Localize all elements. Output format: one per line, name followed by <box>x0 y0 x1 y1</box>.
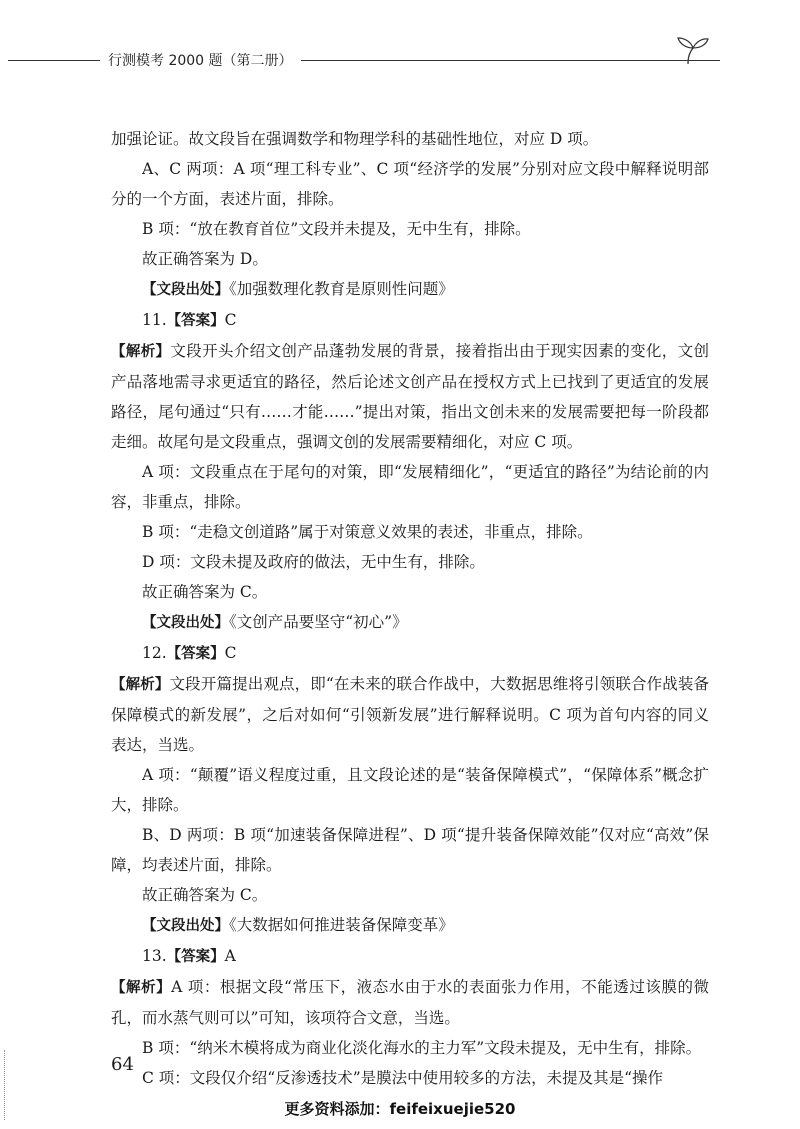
paragraph-text: A 项：根据文段“常压下，液态水由于水的表面张力作用，不能透过该膜的微孔，而水蒸气则可以”可知，该项符合文意，当选。 <box>111 978 709 1027</box>
paragraph <box>111 1033 709 1063</box>
section-tag: 【解析】 <box>111 980 172 996</box>
section-tag: 【答案】 <box>166 313 225 329</box>
paragraph <box>111 305 709 336</box>
section-tag: 【答案】 <box>166 949 225 965</box>
paragraph <box>111 972 709 1033</box>
paragraph <box>111 577 709 607</box>
question-number: 12. <box>142 644 167 662</box>
paragraph-text: B 项：“放在教育首位”文段并未提及，无中生有，排除。 <box>142 220 531 238</box>
page-content <box>111 124 709 1093</box>
paragraph-text: C <box>224 311 237 329</box>
watermark-text: 更多资料添加：feifeixuejie520 <box>284 1100 516 1118</box>
paragraph-text: B 项：“走稳文创道路”属于对策意义效果的表述，非重点，排除。 <box>142 523 593 541</box>
paragraph <box>111 214 709 244</box>
paragraph-text: 文段开篇提出观点，即“在未来的联合作战中，大数据思维将引领联合作战装备保障模式的新发展”，之后对如何“引领新发展”进行解释说明。C 项为首句内容的同义表达，当选。 <box>111 675 710 754</box>
paragraph <box>111 547 709 577</box>
header-rule-left <box>8 60 100 61</box>
section-tag: 【解析】 <box>111 344 171 360</box>
paragraph <box>111 457 709 517</box>
paragraph <box>111 607 709 638</box>
paragraph <box>111 880 709 910</box>
paragraph-text: A 项：“颠覆”语义程度过重，且文段论述的是“装备保障模式”，“保障体系”概念扩大，排除。 <box>111 766 709 814</box>
paragraph <box>111 336 709 457</box>
section-tag: 【解析】 <box>111 677 170 693</box>
question-number: 11. <box>142 311 167 329</box>
paragraph <box>111 941 709 972</box>
sprout-icon <box>676 34 710 68</box>
paragraph-text: A <box>224 947 236 965</box>
section-tag: 【文段出处】 <box>142 615 229 631</box>
paragraph <box>111 244 709 274</box>
paragraph-text: B、D 两项：B 项“加速装备保障进程”、D 项“提升装备保障效能”仅对应“高效”保障，均表述片面，排除。 <box>111 826 709 874</box>
paragraph-text: D 项：文段未提及政府的做法，无中生有，排除。 <box>142 553 485 571</box>
paragraph <box>111 910 709 941</box>
paragraph <box>111 124 709 154</box>
paragraph <box>111 274 709 305</box>
paragraph-text: C <box>224 644 237 662</box>
paragraph-text: 文段开头介绍文创产品蓬勃发展的背景，接着指出由于现实因素的变化，文创产品落地需寻求更适宜的路径，然后论述文创产品在授权方式上已找到了更适宜的发展路径，尾句通过“只有……才能……”提出对策，指出文创未来的发展需要把每一阶段都走细。故尾句是文段重点，强调文创的发展需要精细化，对应 C 项。 <box>111 342 709 451</box>
paragraph-text: 故正确答案为 D。 <box>142 250 268 268</box>
paragraph <box>111 760 709 820</box>
paragraph <box>111 517 709 547</box>
paragraph-text: 《加强数理化教育是原则性问题》 <box>229 280 454 298</box>
paragraph-text: C 项：文段仅介绍“反渗透技术”是膜法中使用较多的方法，未提及其是“操作 <box>142 1069 664 1087</box>
paragraph-text: 故正确答案为 C。 <box>142 886 268 904</box>
question-number: 13. <box>142 947 167 965</box>
paragraph-text: A 项：文段重点在于尾句的对策，即“发展精细化”，“更适宜的路径”为结论前的内容，非重点，排除。 <box>111 463 709 511</box>
section-tag: 【文段出处】 <box>142 918 229 934</box>
section-tag: 【文段出处】 <box>142 282 229 298</box>
paragraph-text: B 项：“纳米木模将成为商业化淡化海水的主力军”文段未提及，无中生有，排除。 <box>142 1039 702 1057</box>
section-tag: 【答案】 <box>166 646 225 662</box>
paragraph-text: 《文创产品要坚守“初心”》 <box>229 613 408 631</box>
page-number: 64 <box>111 1054 134 1075</box>
paragraph <box>111 638 709 669</box>
paragraph <box>111 820 709 880</box>
paragraph-text: 《大数据如何推进装备保障变革》 <box>229 916 454 934</box>
scan-edge-marks <box>4 1050 7 1120</box>
paragraph <box>111 154 709 214</box>
paragraph <box>111 669 709 760</box>
paragraph-text: A、C 两项：A 项“理工科专业”、C 项“经济学的发展”分别对应文段中解释说明部分的一个方面，表述片面，排除。 <box>111 160 709 208</box>
paragraph-text: 故正确答案为 C。 <box>142 583 268 601</box>
running-header <box>8 48 720 72</box>
paragraph-text: 加强论证。故文段旨在强调数学和物理学科的基础性地位，对应 D 项。 <box>111 130 599 148</box>
paragraph <box>111 1063 709 1093</box>
header-rule-right <box>301 60 720 61</box>
header-title: 行测模考 2000 题（第二册） <box>108 53 293 69</box>
